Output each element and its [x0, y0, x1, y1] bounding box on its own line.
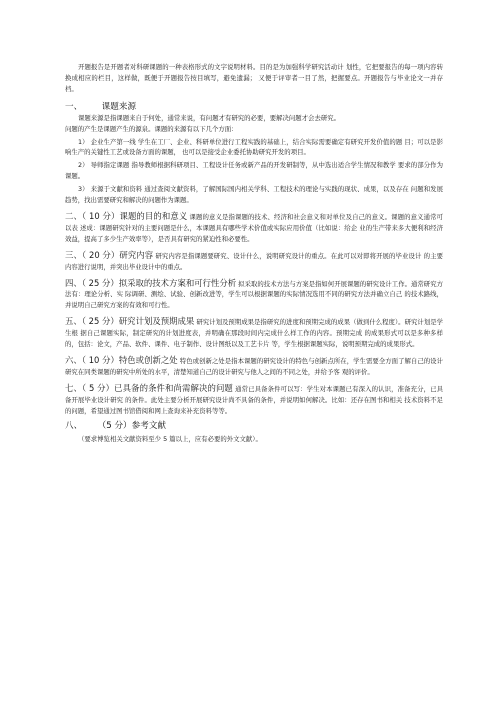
section-6-number: 六、	[65, 354, 82, 365]
section-5-body: 研究计划及预期成果是指研究的进度和预期完成的成果（做到什么程度）。研究计划是学生根 据自己课题实际，制定研究的计划进度表，并明确在那段时间内完成什么样工作的内容。预期完成 的成果形式可以是多种多样的，包括：论文，产品、软件、课件、电子制作、设计图纸以及工艺卡片 等，学生根据课题实际，说明预期完成的成果形式。	[65, 318, 443, 349]
section-6-title: （ 10 分）特色或创新之处	[81, 354, 178, 365]
section-4-paragraph	[65, 277, 443, 312]
section-7-title: （ 5 分）已具备的条件和尚需解决的问题	[81, 382, 233, 393]
section-3-body: 研究内容是指课题要研究、设计什么，说明研究设计的重点。在此可以对即将开展的毕业设计 的主要内容进行说明，并突出毕业设计中的重点。	[65, 251, 443, 271]
section-8	[65, 420, 443, 445]
section-7-paragraph	[65, 382, 443, 417]
section-7-body: 通常已具备条件可以写：学生对本课题已有深入的认识，准备充分，已具备开展毕业设计研究 的条件。此处主要分析开展研究设计尚不具备的条件，并说明如何解决。比如：还存在图书和相关 技术资料不足的问题，希望通过图书馆借阅和网上查询来补充资料等等。	[65, 384, 443, 415]
section-7	[65, 382, 443, 417]
section-2	[65, 210, 443, 245]
section-1-item-3: 3） 来源于文献和资料 通过查阅文献资料，了解国际国内相关学科、工程技术的理论与实践的现状、成果，以及存在 问题和发展趋势，找出需要研究和解决的问题作为课题。	[65, 185, 443, 205]
section-1-item-1: 1） 企业生产第一线 学生在工厂、企业、科研单位进行工程实践的基础上，结合实际需要确定有研究开发价值的题 目；可以是影响生产的关键性工艺或设备方面的课题， 也可以是接受企业委托协助研究开发的项目。	[65, 137, 443, 157]
section-1-paragraph-1: 课题来源是指课题来自于何处，通常来说，有问题才有研究的必要，要解决问题才会去研究。	[78, 113, 341, 122]
section-1-title: 课题来源	[101, 101, 137, 112]
section-8-heading	[65, 420, 443, 432]
section-2-body: 课题的意义是指课题的技术、经济和社会意义和对单位及自己的意义。课题的意义通常可以表 述成：课题研究针对的主要问题是什么，本课题具有哪些学术价值或实际应用价值（比如说：给企 业的生产带来多大便利和经济效益，提高了多少生产效率等），是否具有研究的紧迫性和必要性。	[65, 212, 444, 243]
section-2-title: （ 10 分）课题的目的和意义	[81, 210, 188, 221]
section-8-note: （要求博览相关文献资料至少 5 篇以上，应有必要的外文文献）。	[78, 435, 262, 444]
section-1-number: 一、	[65, 101, 83, 112]
section-1-paragraph-2: 问题的产生是课题产生的源泉。课题的来源有以下几个方面：	[65, 124, 238, 133]
section-5-paragraph	[65, 315, 443, 350]
document-body	[65, 62, 443, 445]
section-1-heading	[65, 101, 443, 113]
section-4-body: 拟采取的技术方法与方案是指如何开展课题的研究设计工作。通常研究方法有：理论分析、实 际调研、测绘、试验、创新改进等，学生可以根据课题的实际情况选用不同的研究方法并确立自己 的技术路线，并说明自己研究方案的有效和可行性。	[65, 279, 444, 310]
section-5-title: （ 25 分）研究计划及预期成果	[81, 316, 195, 327]
section-3-title: （ 20 分）研究内容	[81, 249, 154, 260]
section-3-paragraph	[65, 249, 443, 273]
section-8-number: 八、	[65, 421, 83, 432]
section-4-number: 四、	[65, 277, 82, 288]
section-6	[65, 354, 443, 378]
section-6-body: 特色或创新之处是指本课题的研究设计的特色与创新点所在，学生需要全方面了解自己的设计 研究在同类课题的研究中所处的水平，清楚知道自己的设计研究与他人之间的不同之处，并给予客 观的评价。	[65, 356, 443, 376]
section-2-number: 二、	[65, 210, 82, 221]
intro-paragraph: 开题报告是开题者对科研课题的一种表格形式的文字说明材料。目的是为加强科学研究活动计 划性，它把要报告的每一项内容转换成相应的栏目，这样做，既便于开题报告按目填写，避免遗漏； 又便于评审者一目了然，把握要点。开题报告与毕业论文一并存档。	[65, 63, 443, 93]
section-2-paragraph	[65, 210, 443, 245]
section-3-number: 三、	[65, 249, 82, 260]
section-6-paragraph	[65, 354, 443, 378]
section-4-title: （ 25 分）拟采取的技术方案和可行性分析	[81, 277, 237, 288]
section-5	[65, 315, 443, 350]
section-1-item-2: 2） 导师指定课题 指导教师根据科研项目、工程设计任务或新产品的开发研制等，从中选出适合学生情况和教学 要求的部分作为课题。	[65, 161, 443, 181]
section-5-number: 五、	[65, 316, 82, 327]
section-1	[65, 101, 443, 206]
section-4	[65, 277, 443, 312]
section-7-number: 七、	[65, 382, 82, 393]
section-3	[65, 249, 443, 273]
section-8-title: （5 分）参考文献	[97, 421, 167, 432]
